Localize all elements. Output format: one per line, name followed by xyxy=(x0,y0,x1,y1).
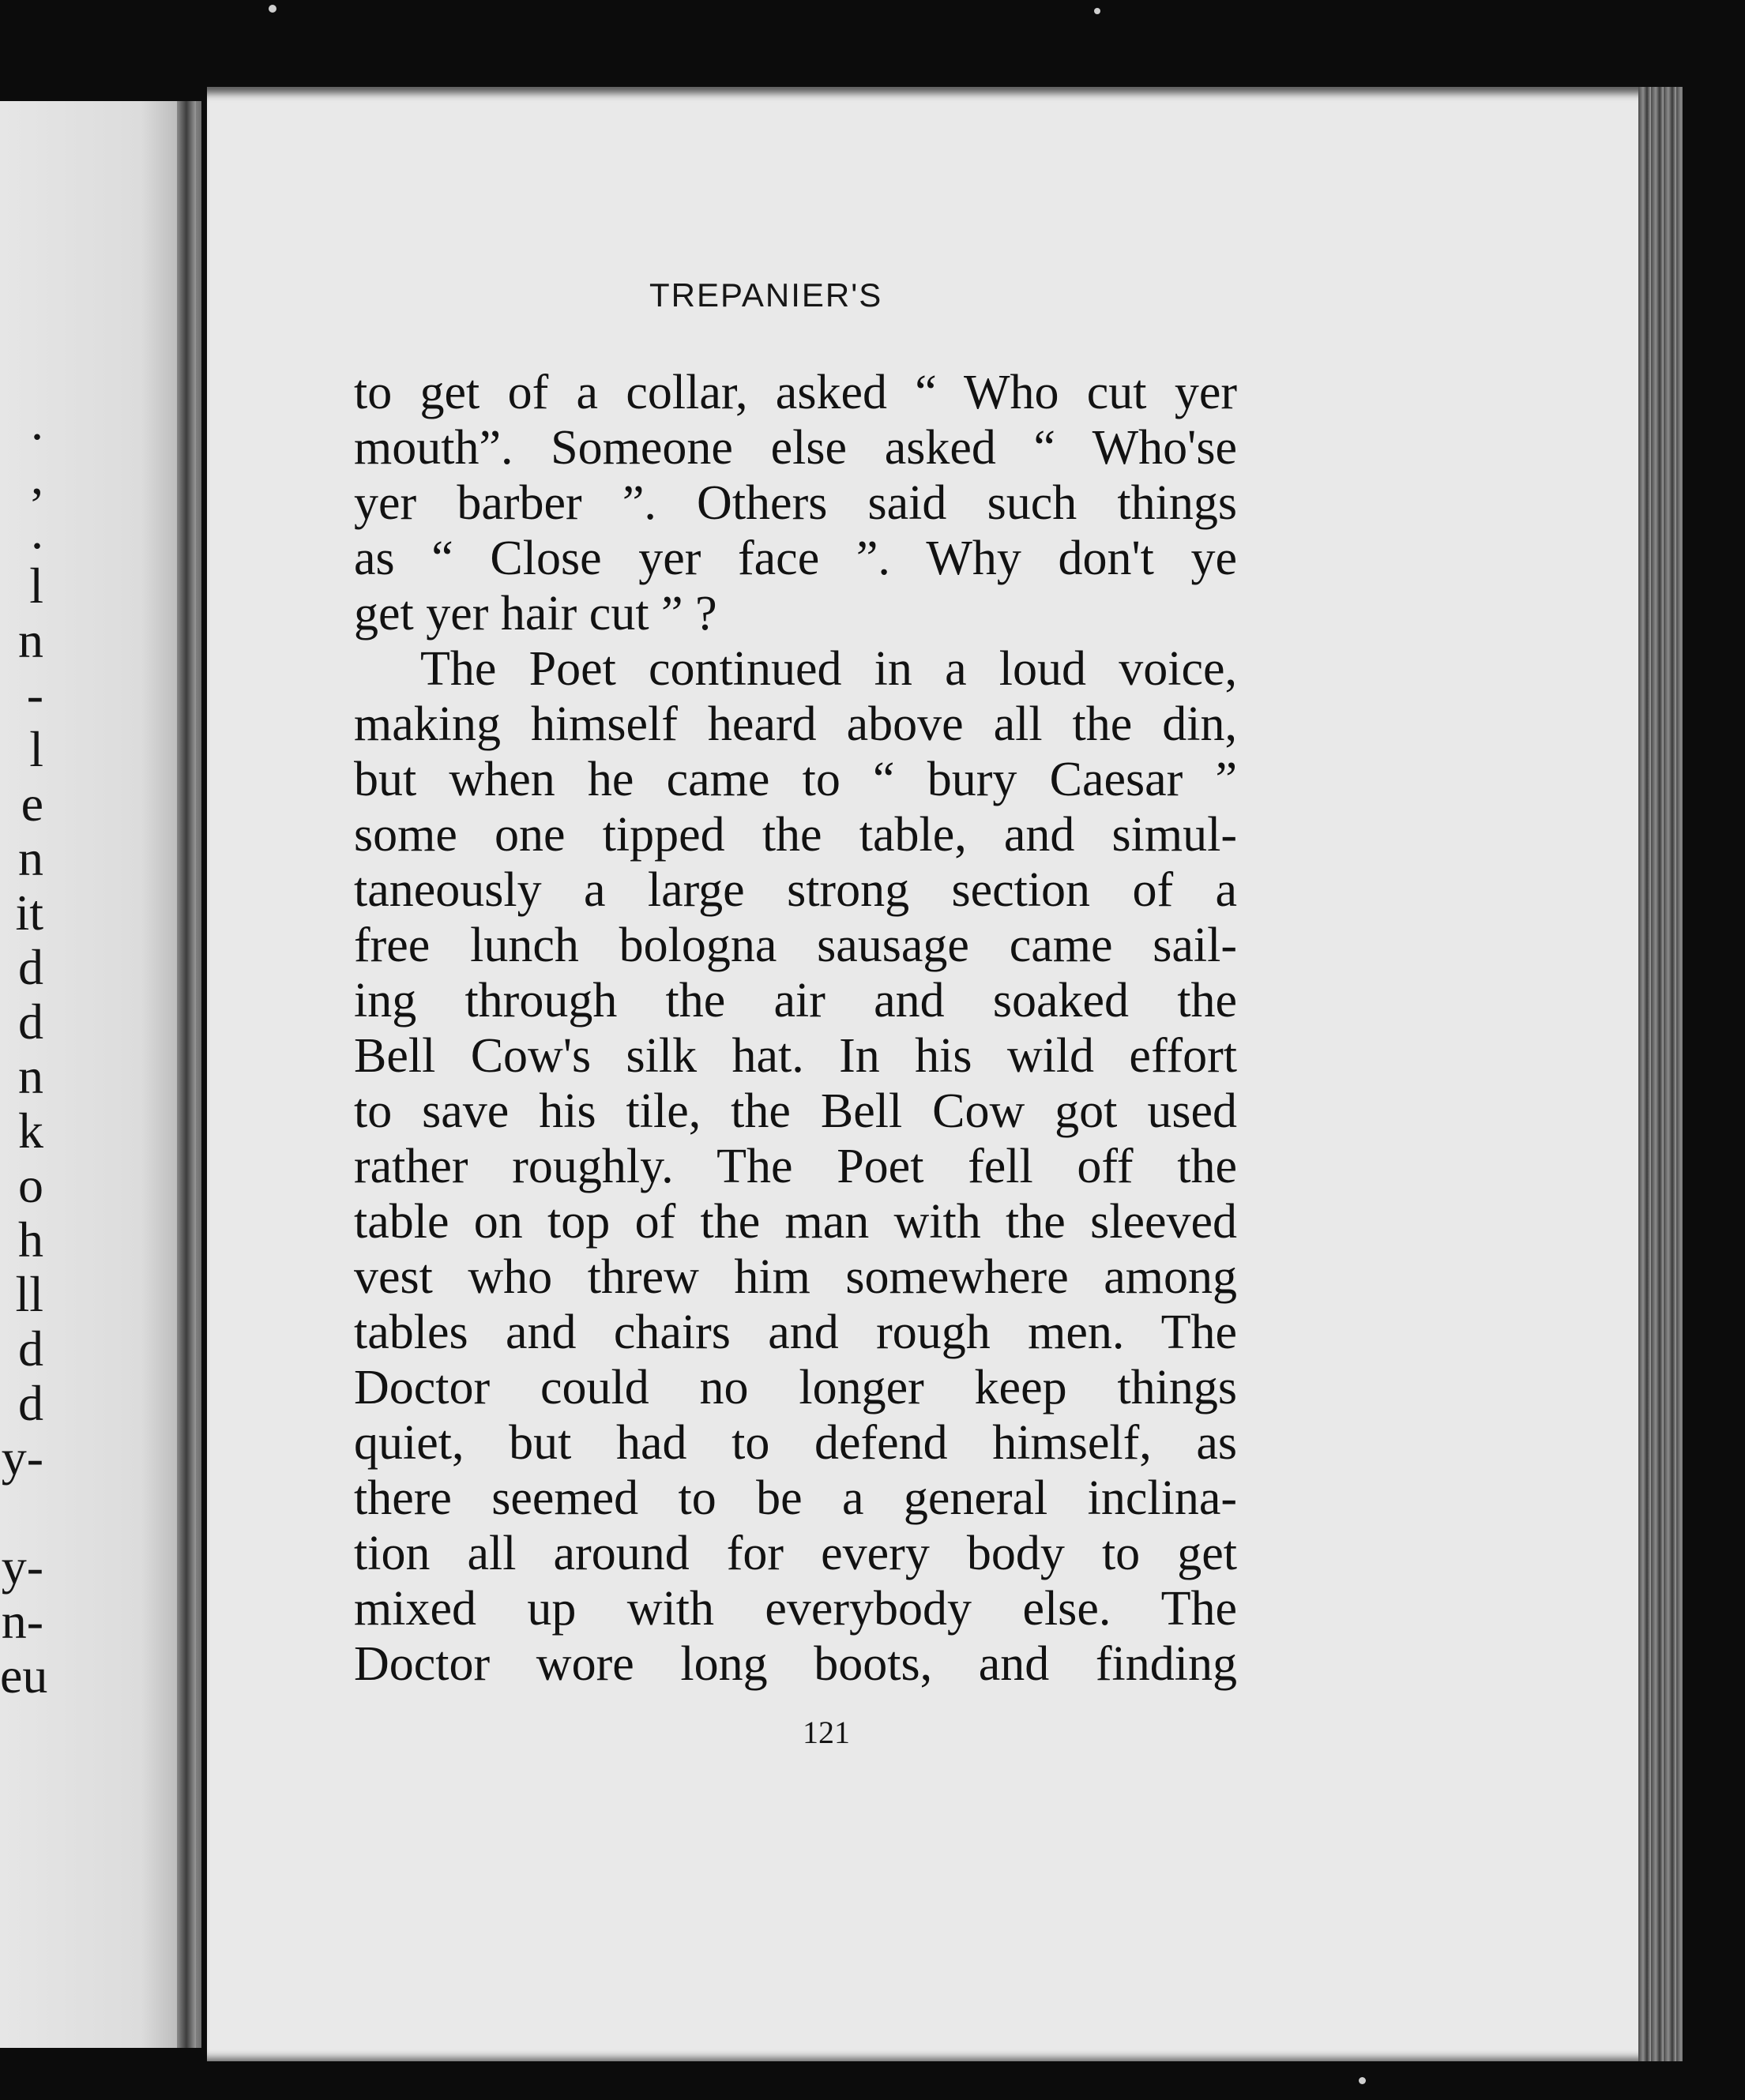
book-page xyxy=(207,87,1683,2061)
left-page-fragment: l xyxy=(29,558,43,614)
left-page-fragment: o xyxy=(18,1157,43,1213)
text-line: to get of a collar, asked “ Who cut yer xyxy=(354,366,1237,419)
left-page-fragment: n xyxy=(18,830,43,886)
text-line: free lunch bologna sausage came sail- xyxy=(354,919,1237,972)
left-page-fragment: d xyxy=(18,994,43,1050)
text-line: but when he came to “ bury Caesar ” xyxy=(354,753,1237,806)
left-page-fragment: y- xyxy=(1,1538,43,1595)
left-page-fragment: d xyxy=(18,939,43,995)
text-line: tables and chairs and rough men. The xyxy=(354,1305,1237,1359)
text-line: rather roughly. The Poet fell off the xyxy=(354,1140,1237,1193)
left-page-fragment: d xyxy=(18,1320,43,1377)
text-line: vest who threw him somewhere among xyxy=(354,1250,1237,1304)
running-title: TREPANIER'S xyxy=(649,276,883,314)
left-page-fragment: k xyxy=(18,1103,43,1159)
text-line: to save his tile, the Bell Cow got used xyxy=(354,1084,1237,1138)
text-line: ing through the air and soaked the xyxy=(354,974,1237,1027)
text-line: Doctor wore long boots, and finding xyxy=(354,1637,1237,1691)
body-text xyxy=(354,365,1237,1692)
left-page-fragment: it xyxy=(15,885,43,941)
text-line: mouth”. Someone else asked “ Who'se xyxy=(354,421,1237,475)
left-page-fragment: n- xyxy=(1,1593,43,1649)
text-line: mixed up with everybody else. The xyxy=(354,1582,1237,1636)
text-line: The Poet continued in a loud voice, xyxy=(420,642,1237,696)
text-line: quiet, but had to defend himself, as xyxy=(354,1416,1237,1470)
left-page-fragment: , xyxy=(31,449,43,505)
film-speck xyxy=(1094,8,1100,14)
text-line: tion all around for every body to get xyxy=(354,1527,1237,1580)
left-page-fragment: h xyxy=(18,1212,43,1268)
text-line: Doctor could no longer keep things xyxy=(354,1361,1237,1414)
left-page-fragment: y- xyxy=(1,1429,43,1486)
text-line: taneously a large strong section of a xyxy=(354,863,1237,917)
left-page-fragment: - xyxy=(26,667,43,723)
text-line: yer barber ”. Others said such things xyxy=(354,476,1237,530)
text-line: table on top of the man with the sleeved xyxy=(354,1195,1237,1249)
left-page-fragment: n xyxy=(18,612,43,668)
text-line: some one tipped the table, and simul- xyxy=(354,808,1237,862)
left-page-fragment: d xyxy=(18,1375,43,1431)
left-page-fragment: ll xyxy=(15,1266,43,1322)
page-number: 121 xyxy=(803,1715,850,1750)
book-gutter xyxy=(177,101,196,2048)
page-edge-shadow xyxy=(1638,87,1683,2061)
text-line: get yer hair cut ” ? xyxy=(354,587,717,641)
left-page-fragment: n xyxy=(18,1048,43,1104)
left-page-fragment: . xyxy=(31,394,43,450)
left-page-fragment: l xyxy=(29,721,43,777)
film-speck xyxy=(1359,2077,1366,2084)
film-speck xyxy=(269,5,276,13)
text-line: as “ Close yer face ”. Why don't ye xyxy=(354,532,1237,585)
left-page-fragment: . xyxy=(31,503,43,559)
left-facing-page xyxy=(0,101,201,2048)
left-page-fragment: eu xyxy=(0,1647,48,1704)
text-line: Bell Cow's silk hat. In his wild effort xyxy=(354,1029,1237,1083)
text-line: making himself heard above all the din, xyxy=(354,697,1237,751)
left-page-fragment: e xyxy=(21,776,43,832)
text-line: there seemed to be a general inclina- xyxy=(354,1471,1237,1525)
